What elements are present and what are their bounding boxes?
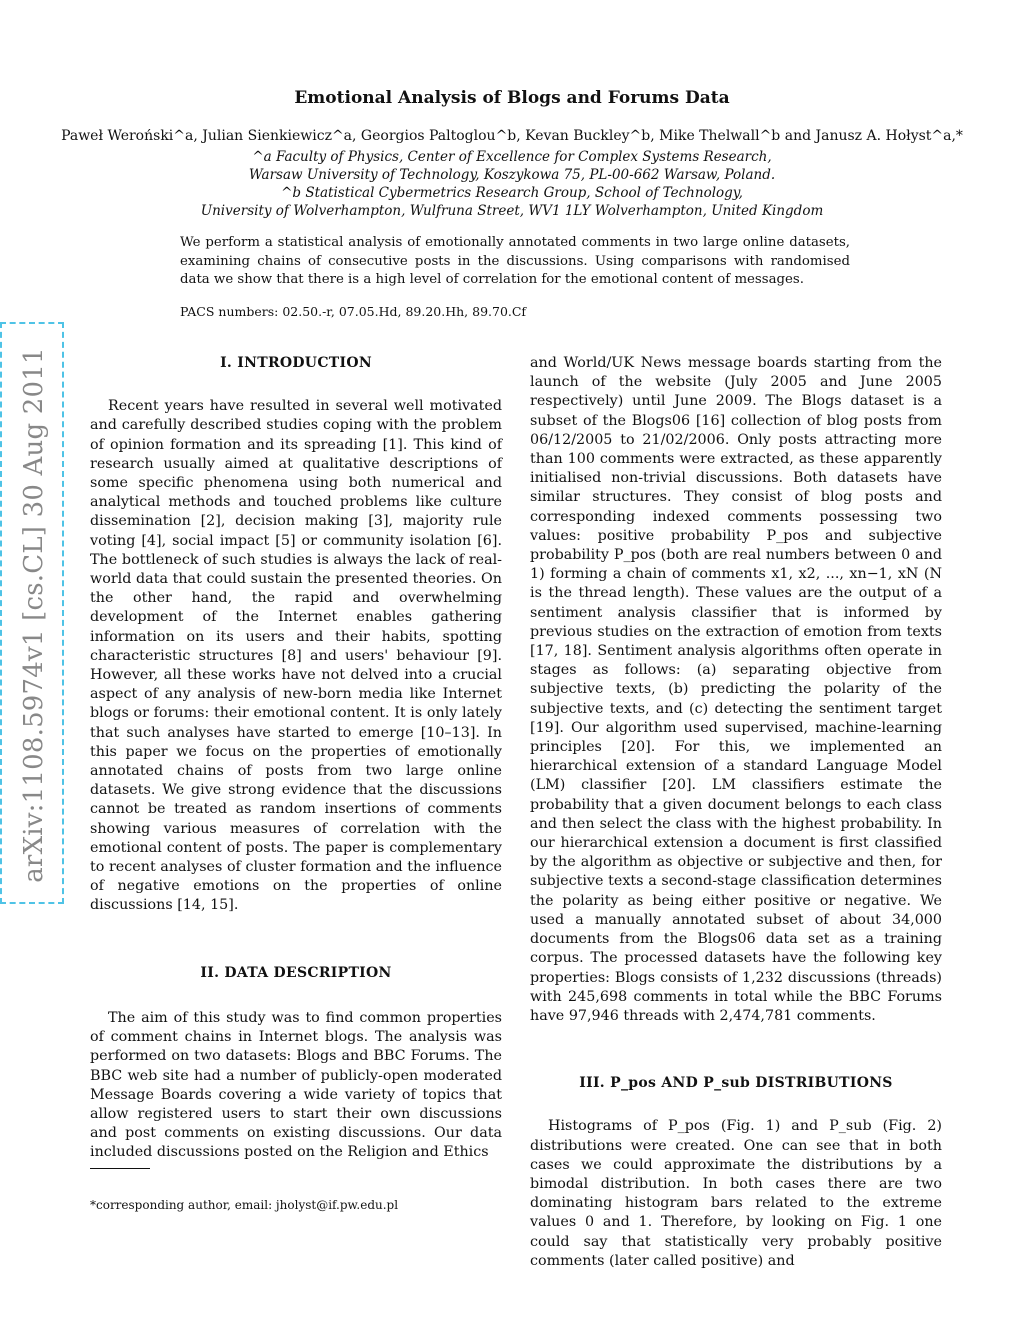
affiliation-line: Warsaw University of Technology, Koszykowa 75, PL-00-662 Warsaw, Poland. <box>248 167 776 183</box>
affiliation-line: ^a Faculty of Physics, Center of Excellence for Complex Systems Research, <box>252 149 772 165</box>
section-heading-data-description: II. DATA DESCRIPTION <box>200 964 392 981</box>
footnote-divider <box>90 1168 150 1169</box>
footnote: *corresponding author, email: jholyst@if.pw.edu.pl <box>90 1198 399 1212</box>
arxiv-stamp[interactable] <box>0 322 64 904</box>
abstract: We perform a statistical analysis of emotionally annotated comments in two large online datasets, examining chains of consecutive posts in the discussions. Using comparisons with randomised data we show that there is a high level of correlation for the emotional content of messages. <box>180 235 850 287</box>
section-heading-introduction: I. INTRODUCTION <box>220 355 372 371</box>
arxiv-id: arXiv:1108.5974v1 [cs.CL] 30 Aug 2011 <box>19 347 49 883</box>
left-column <box>90 354 502 1163</box>
data-description-continued: and World/UK News message boards starting from the launch of the website (July 2005 and June 2005 respectively) until June 2009. The Blogs dataset is a subset of the Blogs06 [16] collection of blog posts from 06/12/2005 to 21/02/2006. Only posts attracting more than 100 comments were extracted, as these apparently initialised non-trivial discussions. Both datasets have similar structures. They consist of blog posts and corresponding indexed comments possessing two values: positive probability P_pos and subjective probability P_pos (both are real numbers between 0 and 1) forming a chain of comments x1, x2, ..., xn−1, xN (N is the thread length). These values are the output of a sentiment analysis classifier that is informed by previous studies on the extraction of emotion from texts [17, 18]. Sentiment analysis algorithms often operate in stages as follows: (a) separating objective from subjective texts, (b) predicting the polarity of the subjective texts, and (c) detecting the sentiment target [19]. Our algorithm used supervised, machine-learning principles [20]. For this, we implemented an hierarchical extension of a standard Language Model (LM) classifier [20]. LM classifiers estimate the probability that a given document belongs to each class and then select the class with the highest probability. In our hierarchical extension a document is first classified by the algorithm as objective or subjective and then, for subjective texts a second-stage classification determines the polarity as being either positive or negative. We used a manually annotated subset of about 34,000 documents from the Blogs06 data set as a training corpus. The processed datasets have the following key properties: Blogs consists of 1,232 discussions (threads) with 245,698 comments in total while the BBC Forums have 97,946 threads with 2,474,781 comments. <box>530 355 942 1024</box>
distributions-paragraph: Histograms of P_pos (Fig. 1) and P_sub (Fig. 2) distributions were created. One can see that in both cases we could approximate the distributions by a bimodal distribution. In both cases there are two dominating histogram bars related to the extreme values 0 and 1. Therefore, by looking on Fig. 1 one could say that statistically very probably positive comments (later called positive) and <box>530 1118 942 1269</box>
section-heading-distributions: III. P_pos AND P_sub DISTRIBUTIONS <box>579 1075 893 1092</box>
right-column <box>530 354 942 1271</box>
affiliation-line: University of Wolverhampton, Wulfruna Street, WV1 1LY Wolverhampton, United Kingdom <box>200 203 824 219</box>
paper-title: Emotional Analysis of Blogs and Forums Data <box>294 88 730 108</box>
data-description-paragraph: The aim of this study was to find common properties of comment chains in Internet blogs. The analysis was performed on two datasets: Blogs and BBC Forums. The BBC web site had a number of publicly-open moderated Message Boards covering a wide variety of topics that allow registered users to start their own discussions and post comments on existing discussions. Our data included discussions posted on the Religion and Ethics <box>90 1009 502 1161</box>
pacs-numbers: PACS numbers: 02.50.-r, 07.05.Hd, 89.20.Hh, 89.70.Cf <box>180 304 527 319</box>
author-list: Paweł Weroński^a, Julian Sienkiewicz^a, Georgios Paltoglou^b, Kevan Buckley^b, Mike Thelwall^b and Janusz A. Hołyst^a,* <box>61 128 963 144</box>
affiliation-line: ^b Statistical Cybermetrics Research Group, School of Technology, <box>281 185 743 201</box>
introduction-paragraph: Recent years have resulted in several well motivated and carefully described studies coping with the problem of opinion formation and its spreading [1]. This kind of research usually aimed at qualitative descriptions of some specific phenomena using both numerical and analytical methods and touched problems like culture dissemination [2], decision making [3], majority rule voting [4], social impact [5] or community isolation [6]. The bottleneck of such studies is always the lack of real-world data that could sustain the presented theories. On the other hand, the rapid and overwhelming development of the Internet enables gathering information on its users and their habits, spotting characteristic structures [8] and users' behaviour [9]. However, all these works have not delved into a crucial aspect of any analysis of new-born media like Internet blogs or forums: their emotional content. It is only lately that such analyses have started to emerge [10–13]. In this paper we focus on the properties of emotionally annotated chains of posts from two large online datasets. We give strong evidence that the discussions cannot be treated as random insertions of comments showing various measures of correlation with the emotional content of posts. The paper is complementary to recent analyses of cluster formation and the influence of negative emotions on the properties of online discussions [14, 15]. <box>90 398 502 914</box>
